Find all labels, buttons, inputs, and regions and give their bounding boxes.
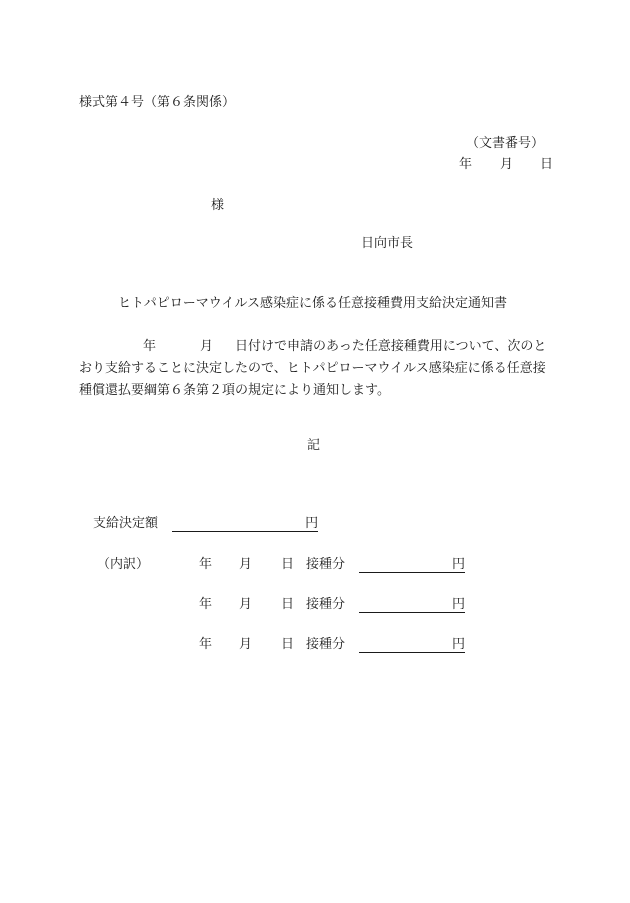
body-date-year: 年	[143, 339, 157, 354]
row-amount	[359, 637, 465, 653]
row-year: 年	[199, 557, 213, 572]
date-year: 年	[459, 157, 473, 172]
sender-name: 日向市長	[361, 236, 414, 251]
ki-heading: 記	[307, 438, 321, 453]
row-year: 年	[199, 637, 213, 652]
row-text: 接種分	[306, 557, 346, 572]
body-paragraph	[79, 336, 551, 402]
row-day: 日	[281, 597, 295, 612]
row-month: 月	[239, 637, 253, 652]
row-text: 接種分	[306, 597, 346, 612]
body-text: 日付けで申請のあった任意接種費用について、次のとおり支給することに決定したので、ヒトパピローマウイルス感染症に係る任意接種償還払要綱第６条第２項の規定により通知します。	[79, 339, 547, 398]
form-number: 様式第４号（第６条関係）	[79, 95, 236, 110]
body-date-month: 月	[200, 339, 214, 354]
amount-label: 支給決定額	[93, 516, 159, 531]
row-day: 日	[281, 637, 295, 652]
row-amount	[359, 557, 465, 573]
row-unit: 円	[452, 597, 466, 612]
addressee-suffix: 様	[211, 198, 225, 213]
date-day: 日	[540, 157, 554, 172]
row-blank-line	[359, 638, 452, 653]
row-day: 日	[281, 557, 295, 572]
row-blank-line	[359, 598, 452, 613]
amount-row	[93, 516, 318, 532]
row-month: 月	[239, 557, 253, 572]
document-number: （文書番号）	[465, 136, 544, 151]
row-amount	[359, 597, 465, 613]
amount-blank-line	[172, 517, 305, 532]
amount-unit: 円	[305, 516, 319, 531]
document-title: ヒトパピローマウイルス感染症に係る任意接種費用支給決定通知書	[118, 296, 507, 311]
row-unit: 円	[452, 557, 466, 572]
date-month: 月	[500, 157, 514, 172]
breakdown-label: （内訳）	[97, 557, 150, 572]
row-month: 月	[239, 597, 253, 612]
row-unit: 円	[452, 637, 466, 652]
row-year: 年	[199, 597, 213, 612]
row-text: 接種分	[306, 637, 346, 652]
row-blank-line	[359, 558, 452, 573]
